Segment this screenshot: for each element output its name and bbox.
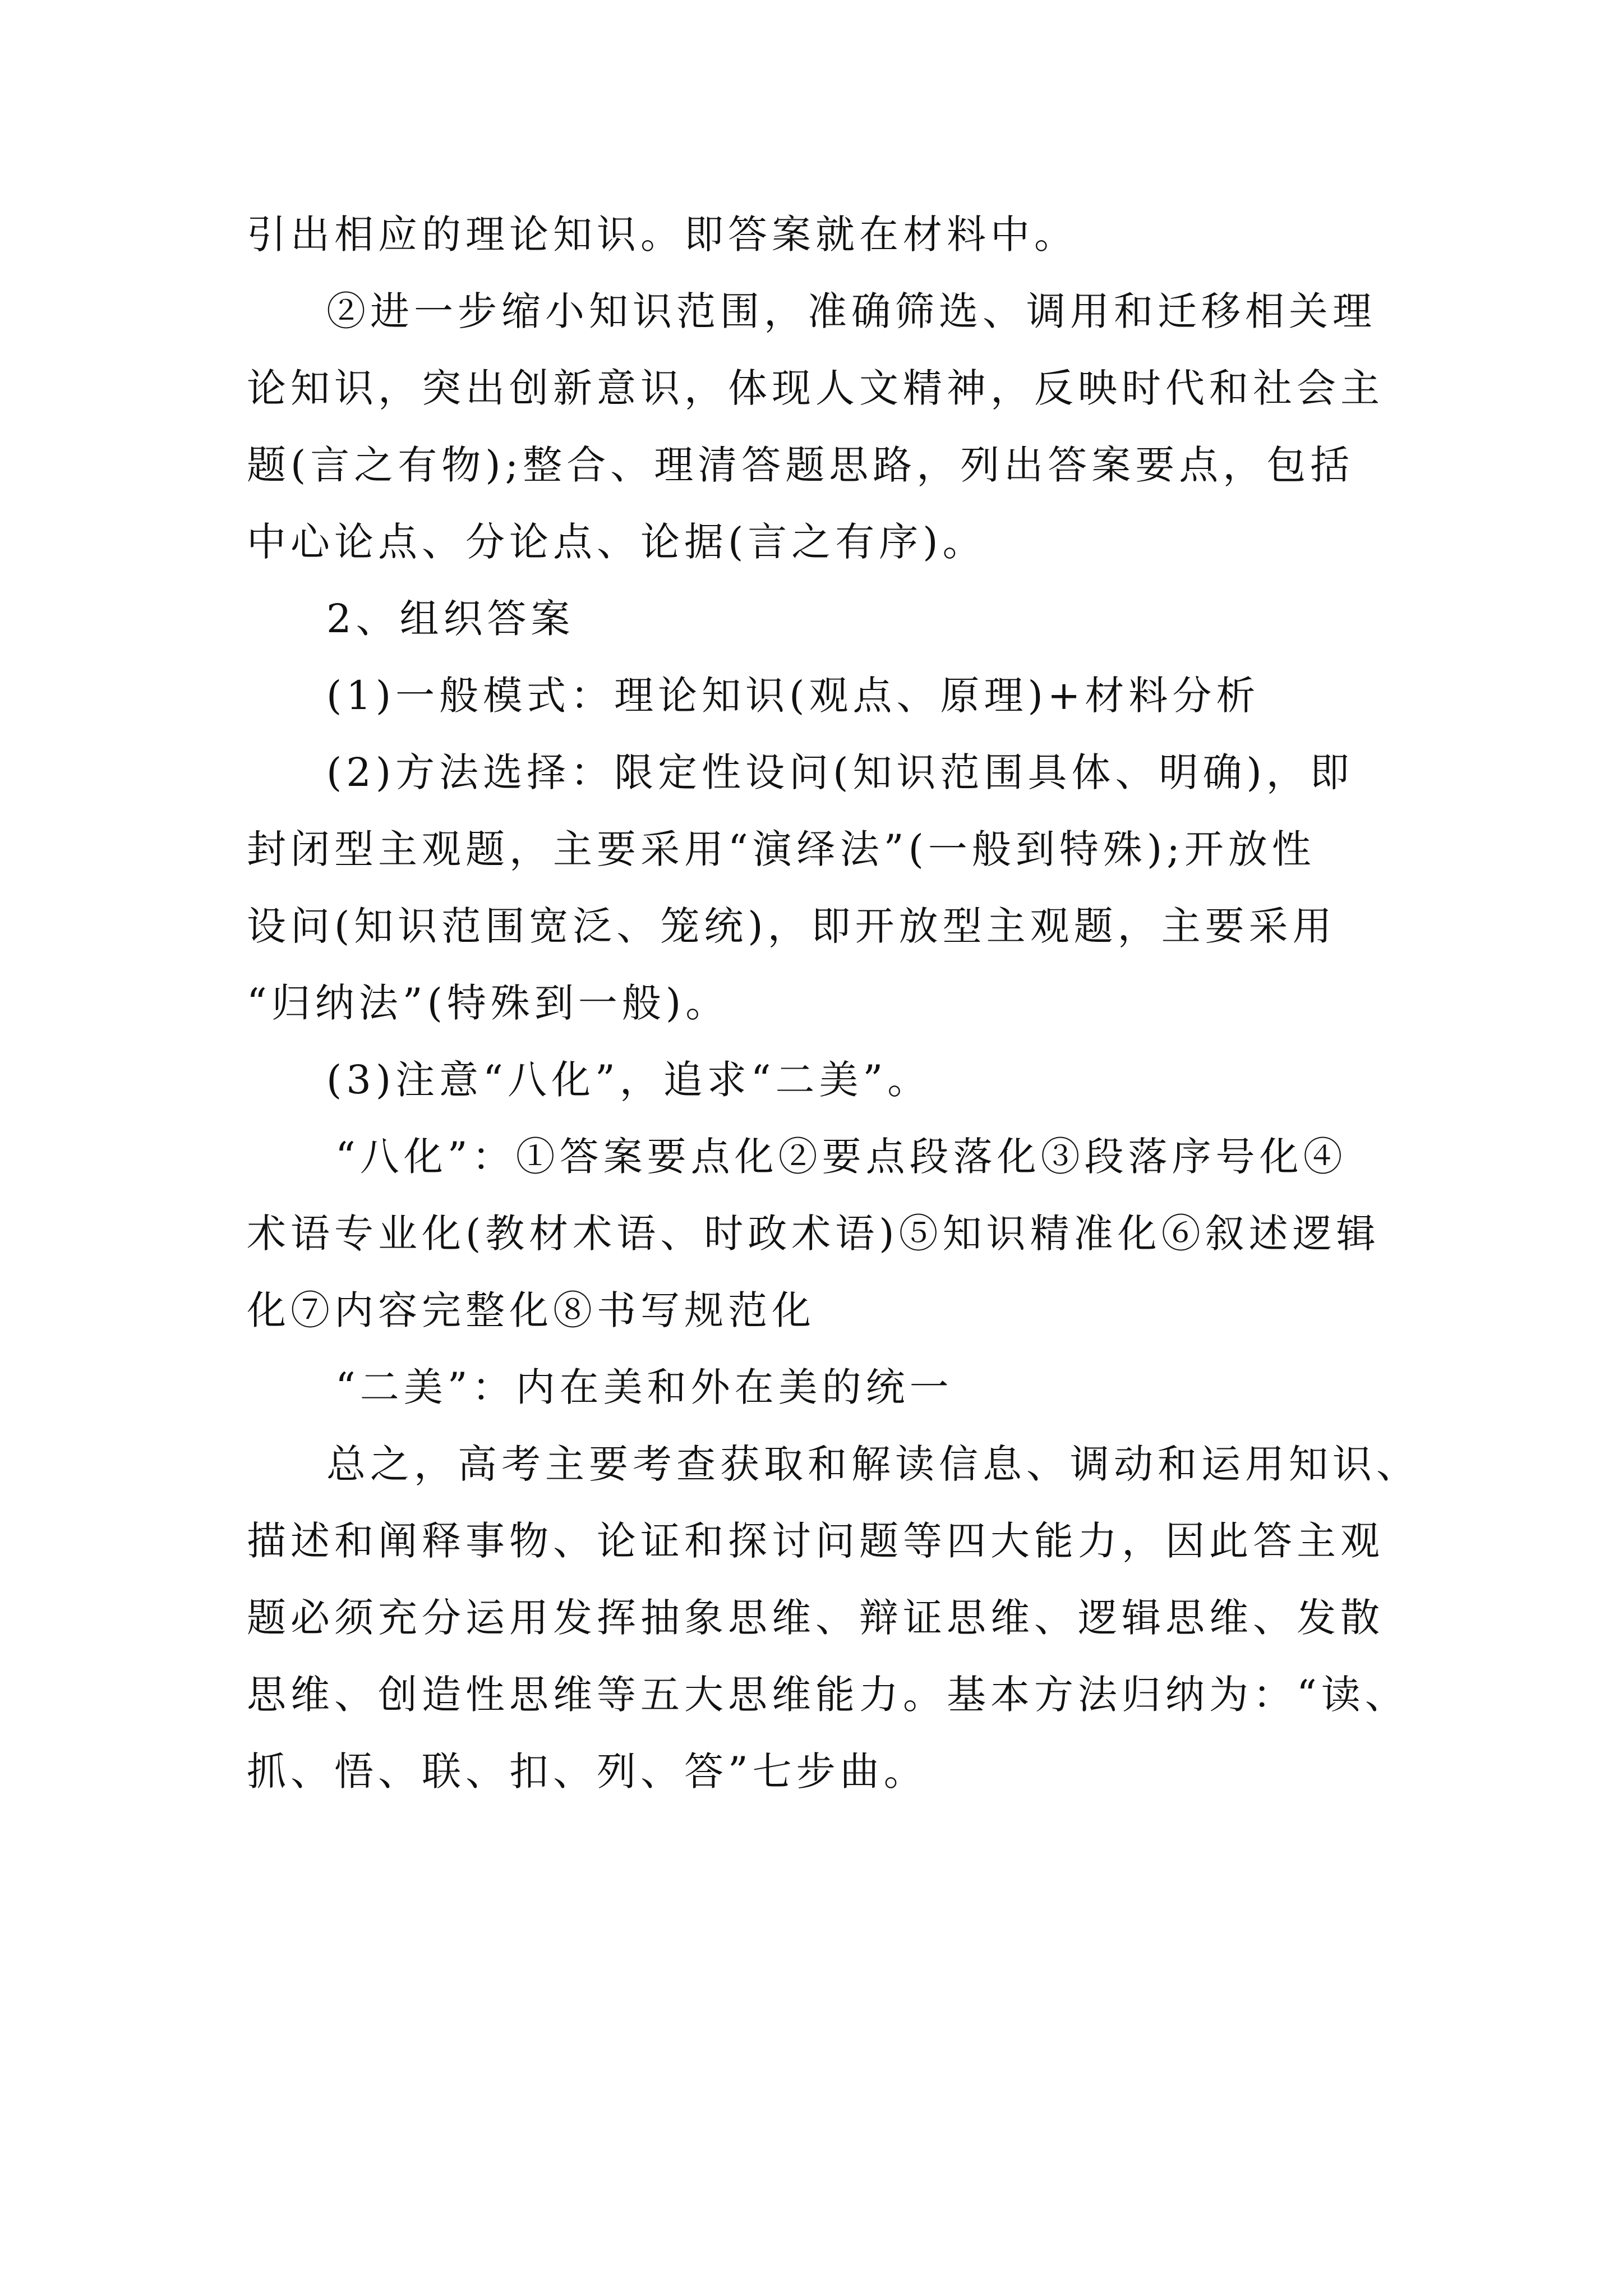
text-line: 引出相应的理论知识。即答案就在材料中。 (247, 211, 1078, 257)
section-heading: 2、组织答案 (326, 596, 575, 642)
text-line: 设问(知识范围宽泛、笼统)，即开放型主观题，主要采用 (247, 903, 1336, 949)
text-line: ②进一步缩小知识范围，准确筛选、调用和迁移相关理 (326, 288, 1376, 334)
text-line: 封闭型主观题，主要采用“演绎法”(一般到特殊);开放性 (247, 826, 1316, 872)
text-line: “八化”：①答案要点化②要点段落化③段落序号化④ (335, 1134, 1347, 1180)
text-line: 抓、悟、联、扣、列、答”七步曲。 (247, 1749, 928, 1795)
text-line: 题必须充分运用发挥抽象思维、辩证思维、逻辑思维、发散 (247, 1595, 1384, 1641)
text-line: 术语专业化(教材术语、时政术语)⑤知识精准化⑥叙述逻辑 (247, 1211, 1380, 1257)
text-line: 题(言之有物);整合、理清答题思路，列出答案要点，包括 (247, 442, 1354, 488)
text-line: 中心论点、分论点、论据(言之有序)。 (247, 519, 986, 565)
text-line: 描述和阐释事物、论证和探讨问题等四大能力，因此答主观 (247, 1518, 1384, 1564)
text-line: (2)方法选择：限定性设问(知识范围具体、明确)，即 (326, 749, 1354, 795)
text-line: (1)一般模式：理论知识(观点、原理)+材料分析 (326, 673, 1260, 719)
text-line: 总之，高考主要考查获取和解读信息、调动和运用知识、 (326, 1441, 1420, 1487)
document-body (247, 196, 1420, 1810)
text-line: 化⑦内容完整化⑧书写规范化 (247, 1287, 815, 1333)
text-line: “二美”：内在美和外在美的统一 (335, 1364, 953, 1410)
text-line: 论知识，突出创新意识，体现人文精神，反映时代和社会主 (247, 365, 1384, 411)
text-line: (3)注意“八化”，追求“二美”。 (326, 1057, 932, 1103)
text-line: 思维、创造性思维等五大思维能力。基本方法归纳为：“读、 (247, 1672, 1409, 1718)
text-line: “归纳法”(特殊到一般)。 (247, 980, 730, 1026)
